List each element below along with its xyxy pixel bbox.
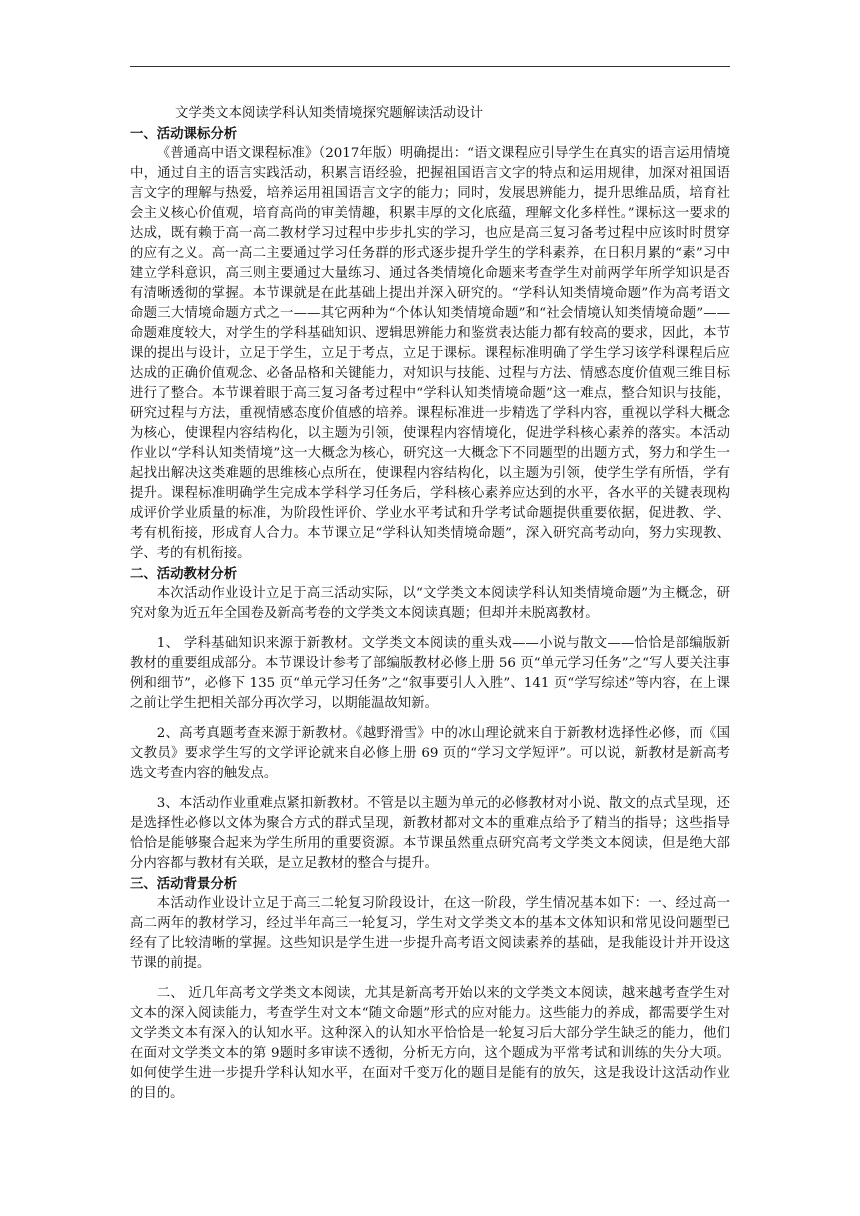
section-heading-curriculum: 一、活动课标分析 [130, 126, 238, 142]
section-heading-background: 三、活动背景分析 [130, 876, 238, 892]
paragraph-textbook-point-3: 3、本活动作业重难点紧扣新教材。不管是以主题为单元的必修教材对小说、散文的点式呈现，还是选择性必修以文体为聚合方式的群式呈现，新教材都对文本的重难点给予了精当的指导；这些指导恰恰是能够聚合起来为学生所用的重要资源。本节课虽然重点研究高考文学类文本阅读，但是绝大部分内容都与教材有关联，是立足教材的整合与提升。 [130, 796, 730, 871]
paragraph-textbook-point-1: 1、 学科基础知识来源于新教材。文学类文本阅读的重头戏——小说与散文——恰恰是部编版新教材的重要组成部分。本节课设计参考了部编版教材必修上册 56 页“单元学习任务”之“写人要关注事例和细节”，必修下 135 页“单元学习任务”之“叙事要引人入胜”、141 页“学写综述”等内容，在上课之前让学生把相关部分再次学习，以期能温故知新。 [130, 636, 730, 711]
paragraph-textbook-point-2: 2、高考真题考查来源于新教材。《越野滑雪》中的冰山理论就来自于新教材选择性必修，而《国文教员》要求学生写的文学评论就来自必修上册 69 页的“学习文学短评”。可以说，新教材是新高考选文考查内容的触发点。 [130, 726, 730, 781]
paragraph-background-1: 本活动作业设计立足于高三二轮复习阶段设计，在这一阶段，学生情况基本如下：一、经过高一高二两年的教材学习，经过半年高三一轮复习，学生对文学类文本的基本文体知识和常见设问题型已经有了比较清晰的掌握。这些知识是学生进一步提升高考语文阅读素养的基础，是我能设计并开设这节课的前提。 [130, 896, 730, 971]
paragraph-background-2: 二、 近几年高考文学类文本阅读，尤其是新高考开始以来的文学类文本阅读，越来越考查学生对文本的深入阅读能力，考查学生对文本“随文命题”形式的应对能力。这些能力的养成，都需要学生对文学类文本有深入的认知水平。这种深入的认知水平恰恰是一轮复习后大部分学生缺乏的能力，他们在面对文学类文本的第 9题时多审读不透彻，分析无方向，这个题成为平常考试和训练的失分大项。如何使学生进一步提升学科认知水平，在面对千变万化的题目是能有的放矢，这是我设计这活动作业的目的。 [130, 986, 730, 1101]
paragraph-curriculum-analysis: 《普通高中语文课程标准》（2017年版）明确提出：“语文课程应引导学生在真实的语言运用情境中，通过自主的语言实践活动，积累言语经验，把握祖国语言文字的特点和运用规律，加深对祖国语言文字的理解与热爱，培养运用祖国语言文字的能力；同时，发展思辨能力，提升思维品质，培育社会主义核心价值观，培育高尚的审美情趣，积累丰厚的文化底蕴，理解文化多样性。”课标这一要求的达成，既有赖于高一高二教材学习过程中步步扎实的学习，也应是高三复习备考过程中应该时时贯穿的应有之义。高一高二主要通过学习任务群的形式逐步提升学生的学科素养，在日积月累的“素”习中建立学科意识，高三则主要通过大量练习、通过各类情境化命题来考查学生对前两学年所学知识是否有清晰透彻的掌握。本节课就是在此基础上提出并深入研究的。“学科认知类情境命题”作为高考语文命题三大情境命题方式之一——其它两种为“个体认知类情境命题”和“社会情境认知类情境命题”——命题难度较大，对学生的学科基础知识、逻辑思辨能力和鉴赏表达能力都有较高的要求，因此，本节课的提出与设计，立足于学生，立足于考点，立足于课标。课程标准明确了学生学习该学科课程后应达成的正确价值观念、必备品格和关键能力，对知识与技能、过程与方法、情感态度价值观三维目标进行了整合。本节课着眼于高三复习备考过程中“学科认知类情境命题”这一难点，整合知识与技能，研究过程与方法，重视情感态度价值感的培养。课程标准进一步精选了学科内容，重视以学科大概念为核心，使课程内容结构化，以主题为引领，使课程内容情境化，促进学科核心素养的落实。本活动作业以“学科认知类情境”这一大概念为核心，研究这一大概念下不同题型的出题方式，努力和学生一起找出解决这类难题的思维核心点所在，使课程内容结构化，以主题为引领，使学生学有所悟，学有提升。课程标准明确学生完成本学科学习任务后，学科核心素养应达到的水平，各水平的关键表现构成评价学业质量的标准，为阶段性评价、学业水平考试和升学考试命题提供重要依据，促进教、学、考有机衔接，形成育人合力。本节课立足“学科认知类情境命题”，深入研究高考动向，努力实现教、学、考的有机衔接。 [130, 146, 730, 561]
document-title: 文学类文本阅读学科认知类情境探究题解读活动设计 [175, 106, 483, 121]
paragraph-textbook-intro: 本次活动作业设计立足于高三活动实际，以“文学类文本阅读学科认知类情境命题”为主概念，研究对象为近五年全国卷及新高考卷的文学类文本阅读真题；但却并未脱离教材。 [130, 586, 730, 621]
document-body [130, 104, 730, 1104]
header-rule [130, 66, 730, 67]
section-heading-textbook: 二、活动教材分析 [130, 566, 238, 582]
